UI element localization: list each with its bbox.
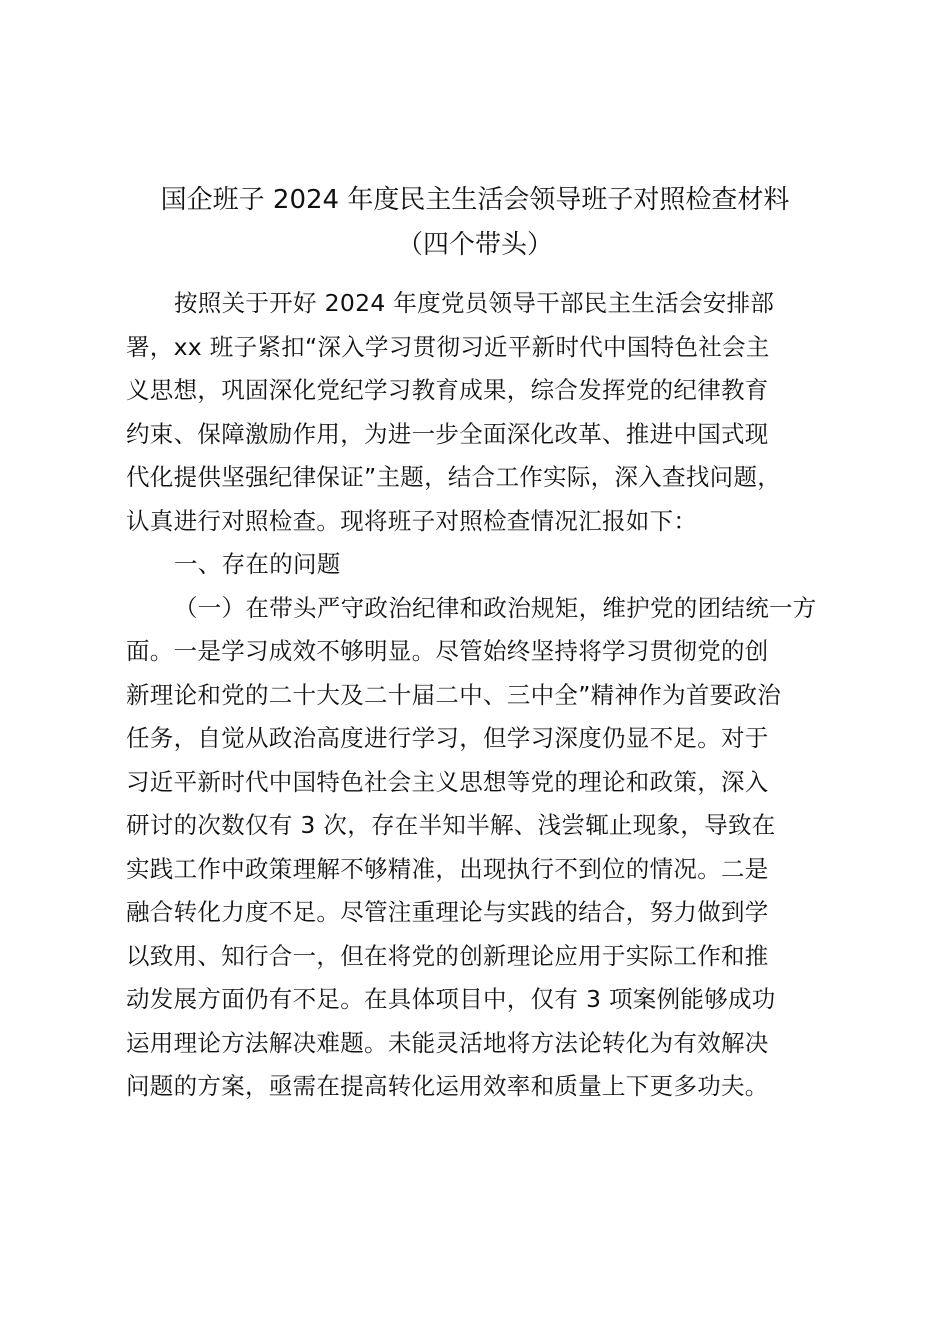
body-line: 融合转化力度不足。尽管注重理论与实践的结合，努力做到学 (126, 898, 769, 926)
body-line: 面。一是学习成效不够明显。尽管始终坚持将学习贯彻党的创 (126, 637, 769, 665)
body-line: 动发展方面仍有不足。在具体项目中，仅有 3 项案例能够成功 (126, 985, 776, 1013)
body-line: 按照关于开好 2024 年度党员领导干部民主生活会安排部 (174, 289, 775, 317)
subsection-heading: （一）在带头严守政治纪律和政治规矩，维护党的团结统一方 (174, 593, 817, 622)
body-line: 署，xx 班子紧扣“深入学习贯彻习近平新时代中国特色社会主 (126, 332, 770, 361)
body-line: 新理论和党的二十大及二十届二中、三中全”精神作为首要政治 (126, 680, 782, 709)
body-line: 研讨的次数仅有 3 次，存在半知半解、浅尝辄止现象，导致在 (126, 811, 776, 839)
body-line: 问题的方案，亟需在提高转化运用效率和质量上下更多功夫。 (126, 1072, 769, 1100)
document-title-line-1: 国企班子 2024 年度民主生活会领导班子对照检查材料 (160, 185, 790, 215)
body-line: 运用理论方法解决难题。未能灵活地将方法论转化为有效解决 (126, 1028, 769, 1057)
body-line: 义思想，巩固深化党纪学习教育成果，综合发挥党的纪律教育 (126, 376, 769, 404)
body-line: 以致用、知行合一，但在将党的创新理论应用于实际工作和推 (126, 941, 769, 970)
document-body (126, 282, 826, 1109)
section-heading: 一、存在的问题 (174, 550, 341, 578)
document-title-line-2: （四个带头） (396, 230, 553, 260)
body-line: 实践工作中政策理解不够精准，出现执行不到位的情况。二是 (126, 854, 769, 883)
body-line: 任务，自觉从政治高度进行学习，但学习深度仍显不足。对于 (126, 724, 769, 752)
body-line: 习近平新时代中国特色社会主义思想等党的理论和政策，深入 (126, 767, 769, 796)
body-line: 认真进行对照检查。现将班子对照检查情况汇报如下： (126, 506, 698, 535)
body-line: 约束、保障激励作用，为进一步全面深化改革、推进中国式现 (126, 419, 769, 448)
body-line: 代化提供坚强纪律保证”主题，结合工作实际，深入查找问题， (126, 463, 782, 491)
